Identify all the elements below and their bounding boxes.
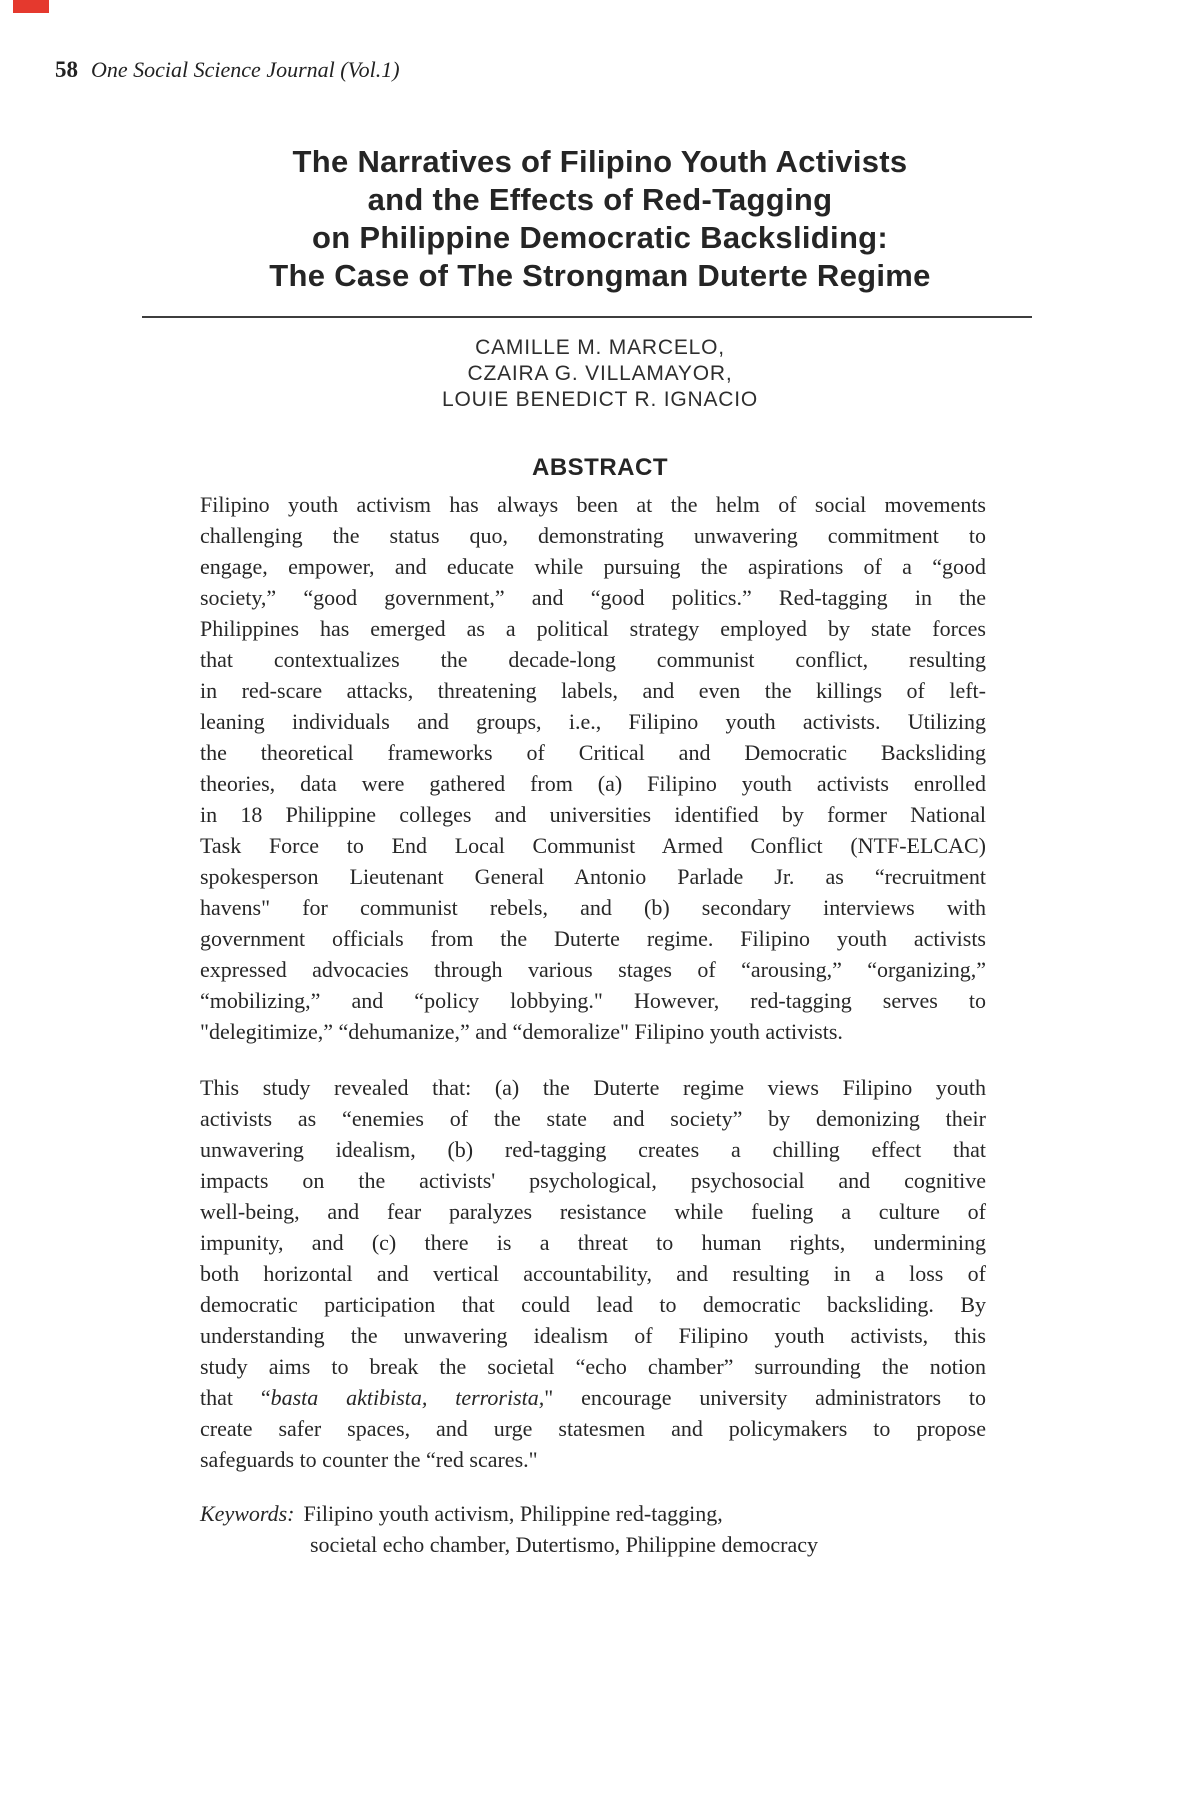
abstract-line: Filipino youth activism has always been at the helm of social movements — [200, 492, 986, 517]
keywords-label: Keywords: — [200, 1501, 295, 1526]
abstract-line: in red-scare attacks, threatening labels, and even the killings of left- — [200, 678, 986, 703]
abstract-line: leaning individuals and groups, i.e., Filipino youth activists. Utilizing — [200, 709, 986, 734]
abstract-line — [200, 1382, 986, 1413]
abstract-line: government officials from the Duterte regime. Filipino youth activists — [200, 926, 986, 951]
keywords-block — [200, 1498, 986, 1560]
abstract-line: create safer spaces, and urge statesmen and policymakers to propose — [200, 1416, 986, 1441]
title-line: The Case of The Strongman Duterte Regime — [269, 258, 931, 293]
abstract-line: "delegitimize,” “dehumanize,” and “demoralize" Filipino youth activists. — [200, 1019, 843, 1044]
abstract-line: theories, data were gathered from (a) Filipino youth activists enrolled — [200, 771, 986, 796]
abstract-line: the theoretical frameworks of Critical and Democratic Backsliding — [200, 740, 986, 765]
abstract-line: in 18 Philippine colleges and universities identified by former National — [200, 802, 986, 827]
abstract-line: that contextualizes the decade-long communist conflict, resulting — [200, 647, 986, 672]
abstract-line: activists as “enemies of the state and society” by demonizing their — [200, 1106, 986, 1131]
author-name: CAMILLE M. MARCELO, — [475, 336, 725, 359]
text-segment: that “ — [200, 1385, 271, 1410]
abstract-line: Philippines has emerged as a political strategy employed by state forces — [200, 616, 986, 641]
abstract-line: engage, empower, and educate while pursuing the aspirations of a “good — [200, 554, 986, 579]
abstract-line: study aims to break the societal “echo chamber” surrounding the notion — [200, 1354, 986, 1379]
abstract-line: expressed advocacies through various stages of “arousing,” “organizing,” — [200, 957, 986, 982]
abstract-line: “mobilizing,” and “policy lobbying." However, red-tagging serves to — [200, 988, 986, 1013]
keywords-line-1 — [200, 1498, 986, 1529]
abstract-line: democratic participation that could lead to democratic backsliding. By — [200, 1292, 986, 1317]
abstract-line: havens" for communist rebels, and (b) secondary interviews with — [200, 895, 986, 920]
abstract-line: challenging the status quo, demonstrating unwavering commitment to — [200, 523, 986, 548]
abstract-line: This study revealed that: (a) the Duterte regime views Filipino youth — [200, 1075, 986, 1100]
italic-phrase: basta aktibista, terrorista, — [270, 1385, 545, 1410]
title-line: and the Effects of Red-Tagging — [367, 182, 833, 217]
running-header — [55, 56, 400, 83]
abstract-heading: ABSTRACT — [532, 454, 668, 481]
keywords-text-1: Filipino youth activism, Philippine red-tagging, — [303, 1501, 723, 1526]
abstract-paragraph — [200, 1072, 986, 1475]
abstract-line: well-being, and fear paralyzes resistance while fueling a culture of — [200, 1199, 986, 1224]
abstract-body — [200, 489, 986, 1475]
title-line: The Narratives of Filipino Youth Activists — [292, 144, 908, 179]
title-line: on Philippine Democratic Backsliding: — [311, 220, 889, 255]
abstract-line: impacts on the activists' psychological, psychosocial and cognitive — [200, 1168, 986, 1193]
author-name: CZAIRA G. VILLAMAYOR, — [467, 362, 733, 385]
abstract-line: Task Force to End Local Communist Armed Conflict (NTF-ELCAC) — [200, 833, 986, 858]
journal-name: One Social Science Journal (Vol.1) — [91, 57, 400, 82]
article-title — [0, 143, 1200, 295]
title-divider — [142, 316, 1032, 318]
abstract-line: safeguards to counter the “red scares." — [200, 1447, 538, 1472]
abstract-paragraph — [200, 489, 986, 1047]
abstract-line: understanding the unwavering idealism of Filipino youth activists, this — [200, 1323, 986, 1348]
author-name: LOUIE BENEDICT R. IGNACIO — [442, 388, 758, 411]
abstract-line: society,” “good government,” and “good politics.” Red-tagging in the — [200, 585, 986, 610]
authors-block — [0, 335, 1200, 413]
page-number: 58 — [55, 57, 78, 82]
abstract-line: impunity, and (c) there is a threat to human rights, undermining — [200, 1230, 986, 1255]
abstract-line: spokesperson Lieutenant General Antonio Parlade Jr. as “recruitment — [200, 864, 986, 889]
red-bookmark-tab — [13, 0, 49, 13]
keywords-line-2: societal echo chamber, Dutertismo, Philippine democracy — [310, 1532, 819, 1557]
text-segment: " encourage university administrators to — [544, 1385, 986, 1410]
abstract-line: unwavering idealism, (b) red-tagging creates a chilling effect that — [200, 1137, 986, 1162]
abstract-line: both horizontal and vertical accountability, and resulting in a loss of — [200, 1261, 986, 1286]
